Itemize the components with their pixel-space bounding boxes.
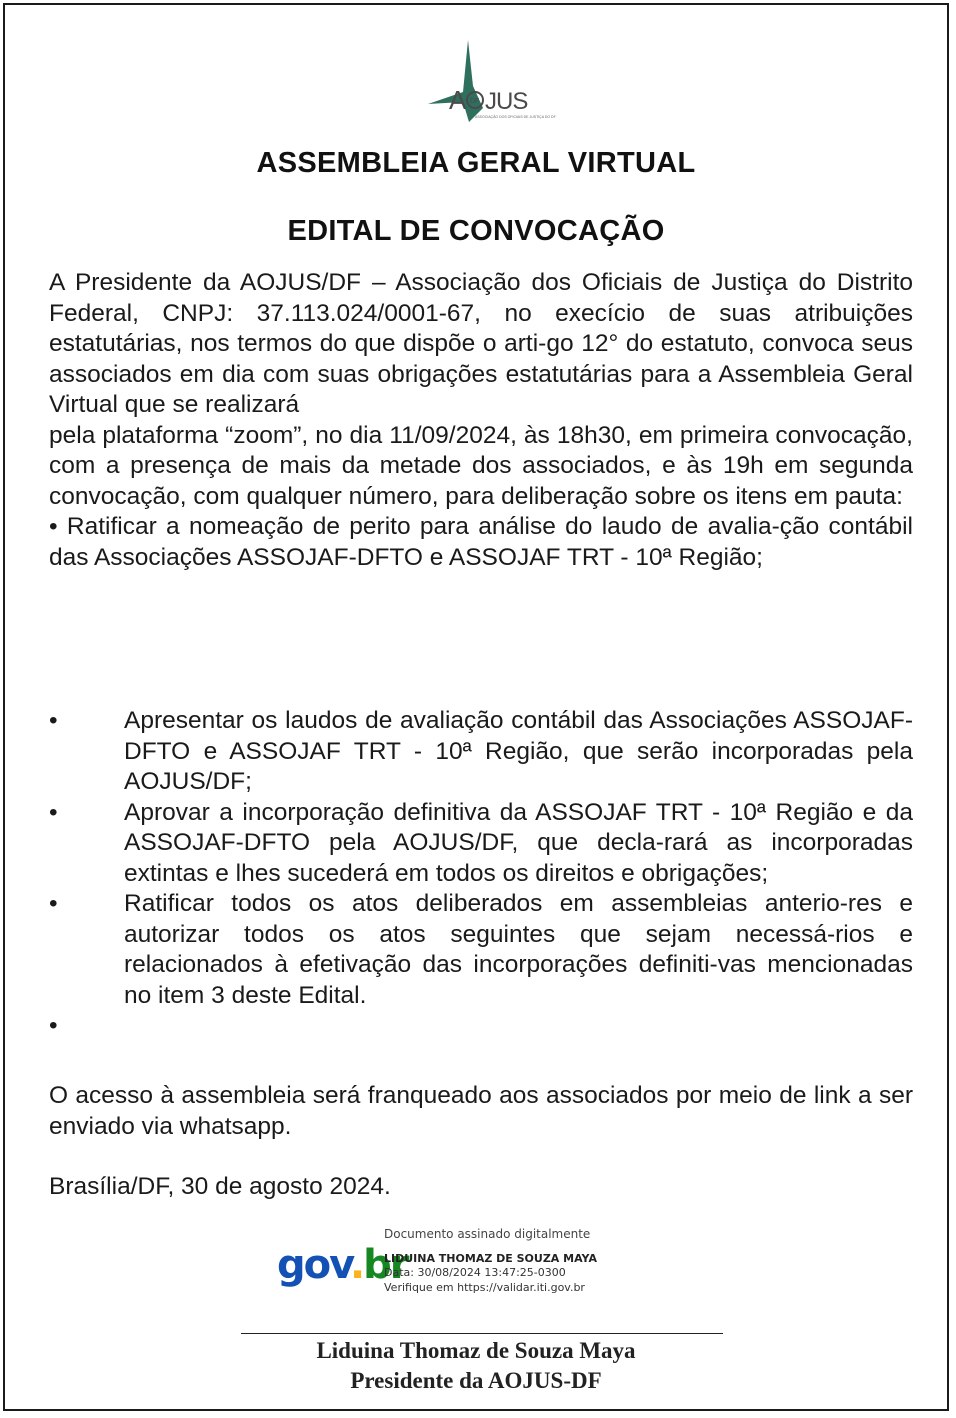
aojus-logo (423, 38, 556, 128)
signer-role: Presidente da AOJUS-DF (350, 1368, 602, 1393)
agenda-list (49, 706, 913, 1042)
intro-paragraph-1: A Presidente da AOJUS/DF – Associação dos Oficiais de Justiça do Distrito Federal, CNPJ: 37.113.024/0001-67, no execício de suas atribuições estatutárias, nos termos do que dispõe o arti-go 12° do estatuto, convoca seus associados em dia com suas obrigações estatutárias para a Assembleia Geral Virtual que se realizará (49, 269, 913, 418)
list-item-text: Aprovar a incorporação definitiva da ASSOJAF TRT - 10ª Região e da ASSOJAF-DFTO pela AOJUS/DF, que decla-rará as incorporadas extintas e lhes sucederá em todos os direitos e obrigações; (124, 798, 913, 887)
date-line (49, 1172, 913, 1203)
date-text: Brasília/DF, 30 de agosto 2024. (49, 1173, 391, 1200)
intro-paragraph-2: pela plataforma “zoom”, no dia 11/09/2024, às 18h30, em primeira convocação, com a presença de mais da metade dos associados, e às 19h em segunda convocação, com qualquer número, para deliberação sobre os itens em pauta: (49, 421, 913, 510)
logo-text-a: A (449, 85, 467, 115)
bullet: • (49, 890, 58, 917)
bullet: • (49, 707, 58, 734)
list-item (49, 889, 913, 1011)
list-item (49, 798, 913, 890)
svg-text:ASSOCIAÇÃO DOS OFICIAIS DE JUS: ASSOCIAÇÃO DOS OFICIAIS DE JUSTIÇA DO DF (475, 115, 556, 119)
list-item-text: Ratificar todos os atos deliberados em assembleias anterio-res e autorizar todos os atos seguintes que sejam necessá-rios e relacionados à efetivação das incorporações definiti-vas mencionadas no item 3 deste Edital. (124, 890, 913, 1009)
closing-text: O acesso à assembleia será franqueado aos associados por meio de link a ser enviado via whatsapp. (49, 1082, 913, 1140)
list-item-empty (49, 1011, 913, 1042)
bullet: • (49, 798, 58, 826)
signature-verify-link[interactable]: Verifique em https://validar.iti.gov.br (384, 1280, 585, 1294)
list-item (49, 706, 913, 798)
signature-line (241, 1333, 723, 1334)
digital-signature-stamp (277, 1227, 617, 1307)
intro-paragraphs (49, 268, 913, 573)
govbr-logo: gov.br (277, 1242, 408, 1288)
list-item-text: Apresentar os laudos de avaliação contábil das Associações ASSOJAF-DFTO e ASSOJAF TRT - 10ª Região, que serão incorporadas pela AOJUS/DF; (124, 707, 913, 795)
page-subtitle: EDITAL DE CONVOCAÇÃO (287, 215, 665, 247)
svg-text:DF: DF (470, 98, 480, 105)
bullet: • (49, 1012, 58, 1039)
signature-date: Data: 30/08/2024 13:47:25-0300 (384, 1266, 566, 1279)
signature-name: LIDUINA THOMAZ DE SOUZA MAYA (384, 1251, 597, 1265)
page-title: ASSEMBLEIA GERAL VIRTUAL (256, 147, 696, 179)
signature-heading: Documento assinado digitalmente (384, 1227, 591, 1241)
closing-paragraph (49, 1081, 913, 1142)
signature-details (384, 1227, 597, 1295)
svg-text:JUS: JUS (485, 88, 528, 115)
agenda-item-1: • Ratificar a nomeação de perito para análise do laudo de avalia-ção contábil das Associações ASSOJAF-DFTO e ASSOJAF TRT - 10ª Região; (49, 513, 913, 571)
aojus-logo-icon (423, 38, 556, 128)
signer-name: Liduina Thomaz de Souza Maya (316, 1338, 636, 1363)
document-page (3, 3, 949, 1411)
